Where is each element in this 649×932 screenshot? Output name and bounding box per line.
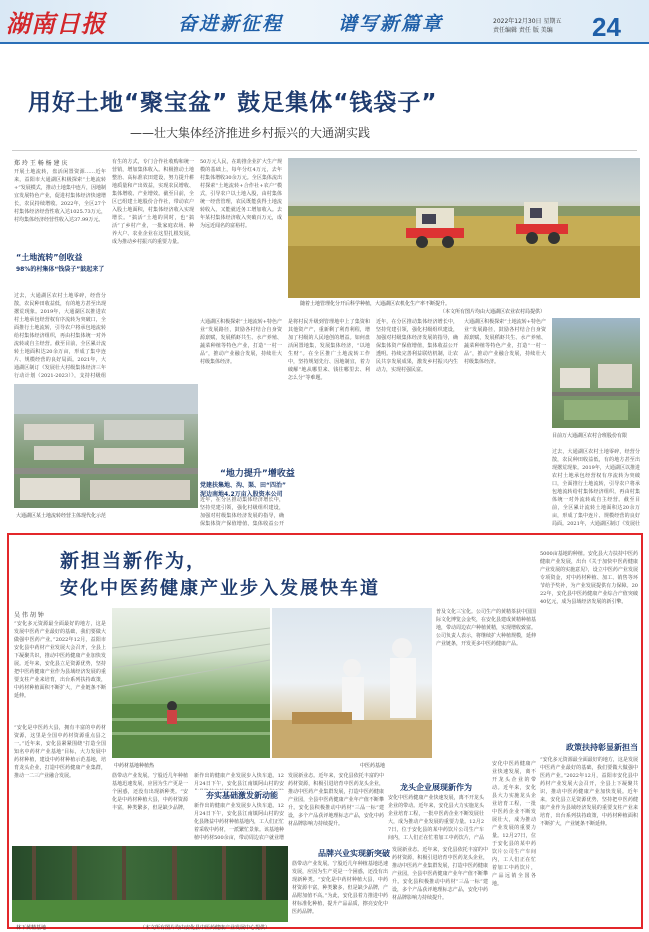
top-col8-text: 过去，大通湖区农村土地零碎，经营分散，农民种田收益低，有的地方甚至出现撂荒现象。2019年，大通湖区以推进农村土地承包经营权有序流转为突破口，全面推行土地流转，引导农户将承包地流转给村集体经济组织，再由村集体统一对外流转或自主经营。截至目前，全区累计流转土地面积达20余万亩，形成了集中连片、规模经营的良好局面。2021年，大通湖区制订《发展壮 bbox=[552, 449, 640, 526]
village-photo bbox=[552, 318, 640, 428]
top-lead: 开展土地流转，盘活闲置资源……近年来，益阳市大通湖区积极探索“土地流转+”发展模式，推动土地集中连片，因地制宜发展特色产业，促进村集体经济快速增长，农民持续增收。2022年，全区27个村集体经济经营性收入达1025.73万元，村均集体经济经营性收入达37.99万元。 bbox=[14, 169, 106, 223]
greenhouse-caption: 中药材基地种植热 bbox=[114, 763, 155, 769]
slogan-left: 奋进新征程 bbox=[178, 13, 284, 35]
bottom-col2-text: 筋带动产业发展。宁股近几年种植基地迅速发展，应因为生产更是一个困惑，还没有出现新种类。“安化是中药材种植大县，中药材资源丰富，种类繁多，但是缺少品牌， bbox=[112, 773, 188, 811]
village-image bbox=[552, 318, 640, 428]
bottom-section1-title: 夯实基础激发新动能 bbox=[206, 791, 278, 800]
bottom-headline-line1: 新担当新作为， bbox=[60, 550, 208, 572]
harvest-photo bbox=[288, 158, 640, 298]
harvester-image bbox=[288, 158, 640, 298]
slogan-right: 谱写新篇章 bbox=[338, 13, 444, 35]
aerial-town-caption: 大通湖区某土地流转经营主体现代化示范 bbox=[16, 513, 107, 519]
bottom-headline-line2: 安化中医药健康产业步入发展快车道 bbox=[60, 578, 380, 599]
top-byline: 郑 玲 王 畅 杨 建 庆 bbox=[14, 160, 68, 167]
bottom-section3-title: 龙头企业展现新作为 bbox=[400, 783, 472, 792]
bottom-section4-title: 政策扶持彰显新担当 bbox=[566, 743, 638, 752]
bottom-col5-text: 普及文化三宝化。公司生产的黄精茶获中国国际文化博览会金奖，在安化县建成黄精种植基地，带动周边农户种植黄精，实现增收致富。公司负责人表示，将继续扩大种植规模，延伸产业链条，开发更多中医药健康产品。 bbox=[436, 609, 536, 647]
top-headline: 用好土地“聚宝盆” 鼓足集体“钱袋子” bbox=[28, 90, 438, 116]
bottom-col7-text: 5000亩基地的种植。安化县大力扶持中医药健康产业发展，出台《关于加快中医药健康产业发展的实施意见》，设立中医药产业发展专项资金，对中药材种植、加工、销售等环节给予奖补，为产业发展提供有力保障。2022年，安化县中医药健康产业综合产值突破40亿元，成为县域经济发展的新引擎。 bbox=[540, 551, 638, 605]
paper-name: 湖南日报 bbox=[6, 9, 106, 38]
top-col5-text: 是将村民升级到管理地中上了集资和其他资产产，重新剩了利育利程，增加了村级的人民地创的增益。如何盘活闲置地集，发展集体经济，“以地生财”。在全区推广土地流转工作中，坚持规划先行、因地制宜，着力破解“地从哪里来、钱往哪里去、利怎么分”等难题。 bbox=[288, 319, 370, 381]
top-section1-subtitle: 98%的村集体“钱袋子”鼓起来了 bbox=[16, 266, 105, 273]
greenhouse-image bbox=[112, 608, 270, 758]
harvest-photo-credit: （本文所有图片均由大通湖区农业农村局提供） bbox=[440, 309, 546, 315]
top-section1-title: “土地流转”创收益 bbox=[16, 253, 83, 262]
bottom-col8-text: “安化多元资源最全面最好的地方，这是发展中医药产业最好的基础，我们要做大做强中医药产业。”2022年12月，益阳市安化县中药材产业发展大会召开，全县上下凝聚共识，推动中医药健康产业加快发展。近年来，安化县立足资源优势，坚持把中医药健康产业作为县域经济发展的重要支柱产业来培育，出台系列扶持政策，中药材种植面积不断扩大，产业链条不断延伸。 bbox=[540, 757, 638, 827]
bottom-byline: 吴 伟 胡 钟 bbox=[14, 612, 44, 619]
divider bbox=[12, 150, 637, 151]
bottom-lead: “安化多元资源最全面最好的地方，这是发展中医药产业最好的基础，我们要做大做强中医药产业。”2022年12月，益阳市安化县中药材产业发展大会召开，全县上下凝聚共识，推动中医药健康产业加快发展。近年来，安化县立足资源优势，坚持把中医药健康产业作为县域经济发展的重要支柱产业来培育，出台系列扶持政策，中药材种植面积不断扩大，产业链条不断延伸。 bbox=[14, 621, 106, 699]
top-section2-title: “地力提升”增收益 bbox=[220, 469, 295, 479]
top-col3-text: 50万元人民，在助推企业扩大生产规模的基础上，每年分红4万元，去年村集体增收30余万元。全区集体流出村探索“土地流转+合作社+农户”模式，引导农户以土地入股，由村集体统一经营管理，农民既能获得土地流转收入，又能就近务工增加收入。去年某村集体经济收入突破百万元，成为远近闻名的富裕村。 bbox=[200, 159, 282, 229]
aerial-town-photo bbox=[14, 384, 198, 508]
bottom-col9-text: 筋带动产业发展。宁股近几年种植基地迅速发展，应因为生产更是一个困惑，还没有出现新种类。“安化是中药材种植大县，中药材资源丰富，种类繁多，但是缺少品牌，产品附加值不高。”为此，安化县着力推进中药材标准化种植，提升产品品质，擦亮安化中医药品牌。 bbox=[292, 861, 388, 915]
lab-photo bbox=[272, 608, 432, 758]
lab-workers-image bbox=[272, 608, 432, 758]
top-col1-text: 过去，大通湖区农村土地零碎，经营分散，农民种田收益低，有的地方甚至出现撂荒现象。2019年，大通湖区以推进农村土地承包经营权有序流转为突破口，全面推行土地流转，引导农户将承包地流转给村集体经济组织，再由村集体统一对外流转或自主经营。截至目前，全区累计流转土地面积达20余万亩，形成了集中连片、规模经营的良好局面。2021年，大通湖区制订《发展壮大村级集体经济三年行动计划（2021-2023）》，支持村级组 bbox=[14, 293, 106, 378]
bottom-col3a-text: 新作出的健康产业发展步入快车道。12月24日下午，安化县江南镇阿山村的安 bbox=[194, 773, 284, 787]
lab-caption: 中医药基地 bbox=[360, 763, 386, 769]
bottom-section2-title: 品牌兴业实现新突破 bbox=[318, 849, 390, 858]
worker-icon bbox=[167, 701, 177, 711]
bottom-col11-text: 安化中医药健康产业快速发展，离不开龙头企业的带动。近年来，安化县大力实施龙头企业培育工程，一批中医药企业不断发展壮大，成为推动产业发展的重要力量。12月27日，位于安化县的某中药饮片公司生产车间内，工人们正在忙着加工中药饮片，产品远销全国各地。 bbox=[492, 761, 536, 887]
top-col4b-text: 近年，在分区推动集体经济增长中，坚持党建引领，强化村级组织建设，加强对村级集体经济发展的指导，确保集体资产保值增值，集体收益公开 bbox=[200, 497, 284, 526]
top-col7-text: 大通湖区积极探索“土地流转+特色产业”发展路径，鼓励各村结合自身资源禀赋，发展稻虾共生、水产养殖、蔬菜种植等特色产业，打造“一村一品”，推动产业融合发展，持续壮大村级集体经济。 bbox=[464, 319, 546, 365]
forest-image bbox=[12, 846, 288, 922]
forest-credit: （本文所有图片均由安化县中医药健康产业发展中心提供） bbox=[140, 925, 271, 931]
greenhouse-photo bbox=[112, 608, 270, 758]
issue-editors: 责任编辑 责任 版 美编 bbox=[493, 27, 553, 34]
bottom-col6-text: 安化中医药健康产业快速发展，离不开龙头企业的带动。近年来，安化县大力实施龙头企业培育工程，一批中医药企业不断发展壮大，成为推动产业发展的重要力量。12月27日，位于安化县的某中药饮片公司生产车间内，工人们正在忙着加工中药饮片，产品 bbox=[388, 795, 484, 841]
bottom-col10-text: 发展新业态。近年来，安化县依托丰富的中药材资源，积极引进培育中医药龙头企业，推动中医药产业集群发展，打造中医药健康产业园，全县中医药健康产业年产值不断攀升。安化县积极推动中药材“三品一标”建设，多个产品获评地理标志产品，安化中药材品牌影响力持续提升。 bbox=[392, 847, 488, 901]
masthead bbox=[0, 0, 649, 52]
forest-photo bbox=[12, 846, 288, 922]
bottom-col3-text: 新作出的健康产业发展步入快车道。12月24日下午，安化县江南镇阿山村的安化县隆益中药材种植基地内，工人们正忙着采收中药材，一派繁忙景象。该基地种植中药材500余亩，带动周边农户就业增 bbox=[194, 803, 284, 841]
page-number: 24 bbox=[592, 12, 621, 42]
top-col6-text: 近年，在分区推动集体经济增长中，坚持党建引领，强化村级组织建设，加强对村级集体经济发展的指导，确保集体资产保值增值，集体收益公开透明。持续完善利益联结机制，让农民共享发展成果，激发乡村振兴内生动力，实现村强民富。 bbox=[376, 319, 458, 373]
forest-caption: 林下黄精基地 bbox=[16, 925, 47, 931]
top-col2-text: 有生的方式，专门合作社收购和统一营销，增加集体收入。积极推动土地整治、高标准农田建设，努力提升耕地质量和产出效益，实现农民增收、集体增收、产业增效。截至目前，全区已组建土地股份合作社，带动农户入股土地面积，村集体经济收入实现增长。“搞活”土地的同时，也“搞活”了乡村产业，一批家庭农场、种养大户、农业企业在这里扎根发展，成为推动乡村振兴的重要力量。 bbox=[112, 159, 194, 245]
bottom-col4-text: 发展新业态。近年来，安化县依托丰富的中药材资源，积极引进培育中医药龙头企业，推动中医药产业集群发展，打造中医药健康产业园，全县中医药健康产业年产值不断攀升。安化县积极推动中药材“三品一标”建设，多个产品获评地理标志产品，安化中药材品牌影响力持续提升。 bbox=[288, 773, 384, 827]
issue-info bbox=[493, 17, 561, 35]
top-col4-text: 大通湖区积极探索“土地流转+特色产业”发展路径，鼓励各村结合自身资源禀赋，发展稻虾共生、水产养殖、蔬菜种植等特色产业，打造“一村一品”，推动产业融合发展，持续壮大村级集体经济。 bbox=[200, 319, 282, 365]
bottom-col1-text: “安化是中医药大县，拥有丰富的中药材资源，这里是全国中药材资源重点县之一。”近年来，安化县紧紧围绕“打造全国知名中药材产业基地”目标，大力发展中药材种植，建设中药材种植示范基地，培育龙头企业，打造中医药健康产业集群，推动一二三产业融合发展。 bbox=[14, 725, 106, 779]
aerial-town-image bbox=[14, 384, 198, 508]
issue-date: 2022年12月30日 星期五 bbox=[493, 18, 562, 25]
village-photo-caption: 目前万大通湖区农村合班股份有限 bbox=[552, 433, 628, 439]
harvest-photo-caption: 随着土地管理化分开后科学种植，大通湖区农机化生产率不断提升。 bbox=[300, 301, 451, 307]
top-section2-subtitle: 党建扶集地、沟、渠、田“四治” 泥边南地4.2万亩入股资本公司 bbox=[200, 482, 286, 498]
top-subheadline: ——壮大集体经济推进乡村振兴的大通湖实践 bbox=[130, 126, 371, 140]
